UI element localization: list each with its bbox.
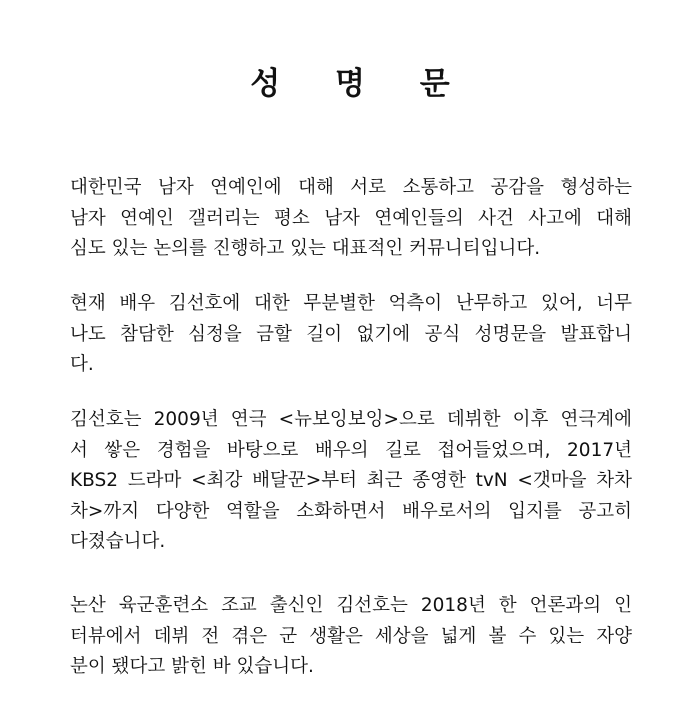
paragraph-line: 다졌습니다. — [70, 531, 166, 552]
paragraph-line: 김선호는 2009년 연극 <뉴보잉보잉>으로 데뷔한 이후 연극계에 — [70, 409, 632, 430]
paragraph-line: 다. — [70, 354, 94, 375]
paragraph-line: KBS2 드라마 <최강 배달꾼>부터 최근 종영한 tvN <갯마을 차차 — [70, 470, 632, 491]
paragraph-line: 차>까지 다양한 역할을 소화하면서 배우로서의 입지를 공고히 — [70, 500, 632, 522]
paragraph-intro — [70, 173, 632, 265]
paragraph-military — [70, 591, 632, 683]
paragraph-line: 터뷰에서 데뷔 전 겪은 군 생활은 세상을 넓게 볼 수 있는 자양 — [70, 625, 632, 647]
paragraph-line: 서 쌓은 경험을 바탕으로 배우의 길로 접어들었으며, 2017년 — [70, 439, 632, 461]
document-title: 성 명 문 — [250, 66, 472, 102]
paragraph-line: 현재 배우 김선호에 대한 무분별한 억측이 난무하고 있어, 너무 — [70, 293, 632, 314]
paragraph-line: 대한민국 남자 연예인에 대해 서로 소통하고 공감을 형성하는 — [70, 177, 632, 198]
paragraph-line: 나도 참담한 심정을 금할 길이 없기에 공식 성명문을 발표합니 — [70, 323, 632, 345]
paragraph-line: 분이 됐다고 밝힌 바 있습니다. — [70, 656, 314, 677]
paragraph-statement — [70, 289, 632, 381]
paragraph-line: 남자 연예인 갤러리는 평소 남자 연예인들의 사건 사고에 대해 — [70, 207, 632, 229]
paragraph-line: 논산 육군훈련소 조교 출신인 김선호는 2018년 한 언론과의 인 — [70, 595, 632, 616]
paragraph-line: 심도 있는 논의를 진행하고 있는 대표적인 커뮤니티입니다. — [70, 238, 541, 259]
paragraph-career — [70, 405, 632, 558]
